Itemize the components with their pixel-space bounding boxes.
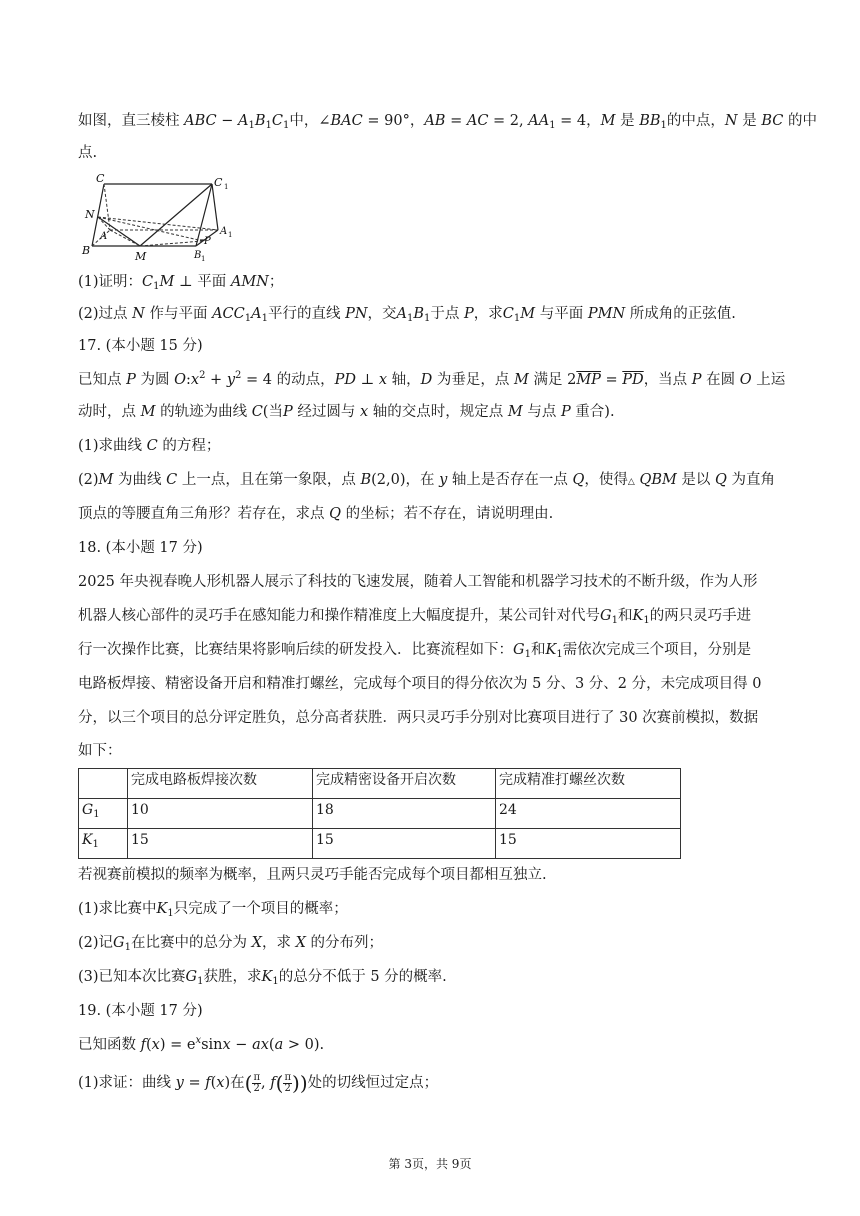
table-cell: 15 bbox=[496, 829, 681, 859]
table-cell: 24 bbox=[496, 799, 681, 829]
p18-para-5: 分，以三个项目的总分评定胜负，总分高者获胜．两只灵巧手分别对比赛项目进行了 30 次赛前模拟，数据 bbox=[78, 710, 759, 726]
p16-q1: (1)证明：$C_1M$ ⊥ 平面 AMN； bbox=[78, 274, 284, 292]
p19-q1: (1)求证：曲线 y = f(x)在( $\frac{\pi}{2}$ , f( $\frac{\pi}{2}$ ))处的切线恒过定点； bbox=[78, 1071, 439, 1095]
table-cell: 15 bbox=[313, 829, 496, 859]
label-M: M bbox=[135, 250, 147, 263]
p18-para-4: 电路板焊接、精密设备开启和精准打螺丝，完成每个项目的得分依次为 5 分、3 分、2 分，未完成项目得 0 bbox=[78, 676, 762, 692]
p17-q2-line1: (2)M 为曲线 C 上一点，且在第一象限，点 B(2,0)，在 y 轴上是否存在一点 Q，使得△ QBM 是以 Q 为直角 bbox=[78, 472, 776, 488]
row-label-k1: $K_1$ bbox=[79, 829, 128, 859]
p18-header: 18. (本小题 17 分) bbox=[78, 540, 203, 556]
p18-q2: (2)记$G_1$在比赛中的总分为 X，求 X 的分布列； bbox=[78, 935, 383, 953]
p18-para-2: 机器人核心部件的灵巧手在感知能力和操作精准度上大幅度提升，某公司针对代号$G_1$和$K_1$的两只灵巧手进 bbox=[78, 608, 752, 626]
label-C1: C bbox=[214, 176, 223, 189]
table-header-cell: 完成精密设备开启次数 bbox=[313, 769, 496, 799]
p17-line1: 已知点 P 为圆 $O:x^2 + y^2 = 4$ 的动点，PD ⊥ x 轴，D 为垂足，点 M 满足 $2\overline{MP} = \overline{PD}$，当点 P 在圆 O 上运 bbox=[78, 370, 786, 388]
label-B: B bbox=[82, 244, 91, 257]
p18-para-6: 如下： bbox=[78, 743, 122, 759]
table-header-cell: 完成电路板焊接次数 bbox=[128, 769, 313, 799]
p17-q2-line2: 顶点的等腰直角三角形？若存在，求点 Q 的坐标；若不存在，请说明理由. bbox=[78, 506, 554, 522]
label-A1-sub: 1 bbox=[228, 231, 233, 239]
page-footer: 第 3页，共 9页 bbox=[388, 1157, 472, 1171]
p17-q1: (1)求曲线 C 的方程； bbox=[78, 438, 221, 454]
label-C: C bbox=[96, 172, 105, 185]
p18-para-1: 2025 年央视春晚人形机器人展示了科技的飞速发展，随着人工智能和机器学习技术的不断升级，作为人形 bbox=[78, 574, 758, 590]
p17-line2: 动时，点 M 的轨迹为曲线 C(当P 经过圆与 x 轴的交点时，规定点 M 与点 P 重合). bbox=[78, 404, 615, 420]
p18-data-table bbox=[78, 768, 681, 859]
table-cell: 15 bbox=[128, 829, 313, 859]
p16-intro-line: 如图，直三棱柱 ABC − $A_1B_1C_1$中，∠BAC = 90°，AB = AC = 2, $AA_1 = 4$，M 是 $BB_1$的中点，N 是 BC 的中 bbox=[78, 113, 817, 131]
p17-header: 17. (本小题 15 分) bbox=[78, 338, 203, 354]
p19-line1: 已知函数 $f(x) = e^x\sin x - ax(a > 0)$. bbox=[78, 1035, 325, 1053]
table-header-row bbox=[79, 769, 681, 799]
table-header-cell bbox=[79, 769, 128, 799]
label-C1-sub: 1 bbox=[224, 183, 229, 191]
p18-q1: (1)求比赛中$K_1$只完成了一个项目的概率； bbox=[78, 901, 348, 919]
table-row bbox=[79, 799, 681, 829]
p16-intro-tail: 点. bbox=[78, 145, 98, 161]
label-A: A bbox=[100, 231, 108, 242]
prism-figure bbox=[78, 172, 238, 264]
label-P: P bbox=[204, 236, 211, 247]
p18-after-table: 若视赛前模拟的频率为概率，且两只灵巧手能否完成每个项目都相互独立. bbox=[78, 867, 547, 883]
p18-q3: (3)已知本次比赛$G_1$获胜，求$K_1$的总分不低于 5 分的概率. bbox=[78, 969, 447, 987]
row-label-g1: $G_1$ bbox=[79, 799, 128, 829]
p19-header: 19. (本小题 17 分) bbox=[78, 1003, 203, 1019]
p16-q2: (2)过点 N 作与平面 $ACC_1A_1$平行的直线 PN，交$A_1B_1$于点 P，求$C_1M$ 与平面 PMN 所成角的正弦值. bbox=[78, 306, 736, 324]
table-row bbox=[79, 829, 681, 859]
p18-para-3: 行一次操作比赛，比赛结果将影响后续的研发投入．比赛流程如下：$G_1$和$K_1$需依次完成三个项目，分别是 bbox=[78, 642, 752, 660]
label-N: N bbox=[85, 208, 95, 221]
table-cell: 10 bbox=[128, 799, 313, 829]
table-header-cell: 完成精准打螺丝次数 bbox=[496, 769, 681, 799]
label-A1: A bbox=[220, 226, 228, 237]
label-B1-sub: 1 bbox=[201, 255, 206, 263]
label-B1: B bbox=[194, 250, 202, 261]
table-cell: 18 bbox=[313, 799, 496, 829]
